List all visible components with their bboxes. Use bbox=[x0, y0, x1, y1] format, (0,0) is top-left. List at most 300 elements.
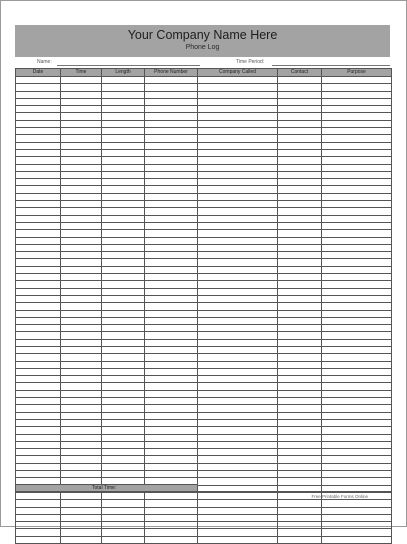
table-cell[interactable] bbox=[16, 441, 61, 448]
table-cell[interactable] bbox=[278, 325, 322, 332]
table-cell[interactable] bbox=[102, 332, 145, 339]
table-cell[interactable] bbox=[322, 361, 392, 368]
table-cell[interactable] bbox=[322, 412, 392, 419]
table-cell[interactable] bbox=[145, 427, 198, 434]
table-cell[interactable] bbox=[322, 135, 392, 142]
table-cell[interactable] bbox=[61, 179, 102, 186]
table-cell[interactable] bbox=[102, 252, 145, 259]
table-cell[interactable] bbox=[102, 208, 145, 215]
table-cell[interactable] bbox=[102, 514, 145, 521]
table-cell[interactable] bbox=[145, 288, 198, 295]
table-cell[interactable] bbox=[278, 237, 322, 244]
table-cell[interactable] bbox=[198, 193, 278, 200]
table-cell[interactable] bbox=[198, 113, 278, 120]
table-cell[interactable] bbox=[102, 456, 145, 463]
table-cell[interactable] bbox=[278, 463, 322, 470]
table-cell[interactable] bbox=[198, 529, 278, 536]
table-cell[interactable] bbox=[198, 354, 278, 361]
table-cell[interactable] bbox=[278, 507, 322, 514]
table-cell[interactable] bbox=[322, 106, 392, 113]
table-cell[interactable] bbox=[16, 354, 61, 361]
table-cell[interactable] bbox=[198, 361, 278, 368]
table-cell[interactable] bbox=[61, 120, 102, 127]
table-cell[interactable] bbox=[322, 193, 392, 200]
table-cell[interactable] bbox=[198, 201, 278, 208]
table-cell[interactable] bbox=[16, 113, 61, 120]
table-cell[interactable] bbox=[198, 252, 278, 259]
table-cell[interactable] bbox=[61, 522, 102, 529]
table-cell[interactable] bbox=[322, 427, 392, 434]
table-cell[interactable] bbox=[16, 471, 61, 478]
table-cell[interactable] bbox=[102, 361, 145, 368]
table-cell[interactable] bbox=[145, 171, 198, 178]
table-cell[interactable] bbox=[322, 514, 392, 521]
table-cell[interactable] bbox=[198, 325, 278, 332]
table-cell[interactable] bbox=[102, 288, 145, 295]
table-cell[interactable] bbox=[16, 222, 61, 229]
table-cell[interactable] bbox=[145, 91, 198, 98]
table-cell[interactable] bbox=[322, 398, 392, 405]
table-cell[interactable] bbox=[198, 339, 278, 346]
table-cell[interactable] bbox=[16, 135, 61, 142]
table-cell[interactable] bbox=[61, 507, 102, 514]
table-cell[interactable] bbox=[16, 244, 61, 251]
table-cell[interactable] bbox=[16, 361, 61, 368]
table-cell[interactable] bbox=[102, 522, 145, 529]
table-cell[interactable] bbox=[322, 91, 392, 98]
table-cell[interactable] bbox=[145, 492, 198, 499]
table-cell[interactable] bbox=[61, 383, 102, 390]
table-cell[interactable] bbox=[322, 113, 392, 120]
table-cell[interactable] bbox=[102, 281, 145, 288]
table-cell[interactable] bbox=[198, 434, 278, 441]
table-cell[interactable] bbox=[16, 303, 61, 310]
table-cell[interactable] bbox=[322, 288, 392, 295]
table-cell[interactable] bbox=[198, 142, 278, 149]
table-cell[interactable] bbox=[278, 215, 322, 222]
table-cell[interactable] bbox=[322, 354, 392, 361]
table-cell[interactable] bbox=[278, 536, 322, 543]
table-cell[interactable] bbox=[102, 492, 145, 499]
table-cell[interactable] bbox=[198, 164, 278, 171]
table-cell[interactable] bbox=[61, 201, 102, 208]
table-cell[interactable] bbox=[16, 514, 61, 521]
table-cell[interactable] bbox=[145, 325, 198, 332]
table-cell[interactable] bbox=[278, 310, 322, 317]
table-cell[interactable] bbox=[16, 346, 61, 353]
table-cell[interactable] bbox=[278, 398, 322, 405]
table-cell[interactable] bbox=[61, 259, 102, 266]
table-cell[interactable] bbox=[145, 332, 198, 339]
table-cell[interactable] bbox=[16, 201, 61, 208]
table-cell[interactable] bbox=[61, 84, 102, 91]
table-cell[interactable] bbox=[16, 230, 61, 237]
table-cell[interactable] bbox=[278, 346, 322, 353]
table-cell[interactable] bbox=[145, 135, 198, 142]
table-cell[interactable] bbox=[322, 201, 392, 208]
table-cell[interactable] bbox=[322, 230, 392, 237]
table-cell[interactable] bbox=[145, 201, 198, 208]
table-cell[interactable] bbox=[145, 259, 198, 266]
table-cell[interactable] bbox=[61, 222, 102, 229]
table-cell[interactable] bbox=[102, 106, 145, 113]
table-cell[interactable] bbox=[102, 346, 145, 353]
table-cell[interactable] bbox=[61, 274, 102, 281]
table-cell[interactable] bbox=[145, 536, 198, 543]
table-cell[interactable] bbox=[16, 157, 61, 164]
table-cell[interactable] bbox=[278, 405, 322, 412]
table-cell[interactable] bbox=[322, 281, 392, 288]
table-cell[interactable] bbox=[278, 252, 322, 259]
table-cell[interactable] bbox=[322, 208, 392, 215]
table-cell[interactable] bbox=[198, 441, 278, 448]
table-cell[interactable] bbox=[102, 113, 145, 120]
table-cell[interactable] bbox=[102, 149, 145, 156]
table-cell[interactable] bbox=[198, 507, 278, 514]
table-cell[interactable] bbox=[16, 427, 61, 434]
table-cell[interactable] bbox=[145, 208, 198, 215]
table-cell[interactable] bbox=[145, 434, 198, 441]
table-cell[interactable] bbox=[61, 171, 102, 178]
table-cell[interactable] bbox=[322, 142, 392, 149]
table-cell[interactable] bbox=[16, 171, 61, 178]
table-cell[interactable] bbox=[322, 310, 392, 317]
table-cell[interactable] bbox=[61, 361, 102, 368]
table-cell[interactable] bbox=[61, 412, 102, 419]
table-cell[interactable] bbox=[16, 281, 61, 288]
table-cell[interactable] bbox=[198, 237, 278, 244]
table-cell[interactable] bbox=[278, 244, 322, 251]
table-cell[interactable] bbox=[102, 500, 145, 507]
table-cell[interactable] bbox=[61, 500, 102, 507]
table-cell[interactable] bbox=[102, 303, 145, 310]
table-cell[interactable] bbox=[198, 303, 278, 310]
table-cell[interactable] bbox=[16, 252, 61, 259]
table-cell[interactable] bbox=[278, 478, 322, 485]
table-cell[interactable] bbox=[278, 77, 322, 84]
table-cell[interactable] bbox=[198, 456, 278, 463]
table-cell[interactable] bbox=[278, 471, 322, 478]
table-cell[interactable] bbox=[61, 376, 102, 383]
table-cell[interactable] bbox=[278, 361, 322, 368]
table-cell[interactable] bbox=[102, 317, 145, 324]
table-cell[interactable] bbox=[145, 346, 198, 353]
table-cell[interactable] bbox=[278, 142, 322, 149]
table-cell[interactable] bbox=[61, 157, 102, 164]
table-cell[interactable] bbox=[16, 274, 61, 281]
table-cell[interactable] bbox=[102, 274, 145, 281]
table-cell[interactable] bbox=[322, 332, 392, 339]
table-cell[interactable] bbox=[102, 441, 145, 448]
table-cell[interactable] bbox=[145, 295, 198, 302]
table-cell[interactable] bbox=[145, 529, 198, 536]
table-cell[interactable] bbox=[322, 186, 392, 193]
table-cell[interactable] bbox=[278, 128, 322, 135]
table-cell[interactable] bbox=[61, 536, 102, 543]
table-cell[interactable] bbox=[61, 98, 102, 105]
table-cell[interactable] bbox=[61, 208, 102, 215]
table-cell[interactable] bbox=[102, 427, 145, 434]
table-cell[interactable] bbox=[102, 244, 145, 251]
table-cell[interactable] bbox=[322, 252, 392, 259]
table-cell[interactable] bbox=[61, 149, 102, 156]
table-cell[interactable] bbox=[278, 179, 322, 186]
table-cell[interactable] bbox=[198, 317, 278, 324]
table-cell[interactable] bbox=[198, 492, 278, 499]
table-cell[interactable] bbox=[322, 259, 392, 266]
table-cell[interactable] bbox=[145, 398, 198, 405]
table-cell[interactable] bbox=[145, 274, 198, 281]
table-cell[interactable] bbox=[16, 463, 61, 470]
table-cell[interactable] bbox=[198, 449, 278, 456]
table-cell[interactable] bbox=[198, 266, 278, 273]
table-cell[interactable] bbox=[198, 390, 278, 397]
table-cell[interactable] bbox=[61, 529, 102, 536]
table-cell[interactable] bbox=[278, 208, 322, 215]
table-cell[interactable] bbox=[322, 274, 392, 281]
table-cell[interactable] bbox=[278, 171, 322, 178]
table-cell[interactable] bbox=[102, 398, 145, 405]
table-cell[interactable] bbox=[322, 98, 392, 105]
table-cell[interactable] bbox=[145, 449, 198, 456]
table-cell[interactable] bbox=[278, 84, 322, 91]
table-cell[interactable] bbox=[102, 390, 145, 397]
table-cell[interactable] bbox=[278, 259, 322, 266]
table-cell[interactable] bbox=[102, 164, 145, 171]
table-cell[interactable] bbox=[16, 507, 61, 514]
table-cell[interactable] bbox=[322, 222, 392, 229]
table-cell[interactable] bbox=[278, 441, 322, 448]
table-cell[interactable] bbox=[278, 456, 322, 463]
table-cell[interactable] bbox=[102, 91, 145, 98]
table-cell[interactable] bbox=[61, 164, 102, 171]
table-cell[interactable] bbox=[198, 120, 278, 127]
table-cell[interactable] bbox=[198, 500, 278, 507]
table-cell[interactable] bbox=[102, 471, 145, 478]
table-cell[interactable] bbox=[145, 84, 198, 91]
table-cell[interactable] bbox=[61, 427, 102, 434]
table-cell[interactable] bbox=[145, 368, 198, 375]
table-cell[interactable] bbox=[278, 419, 322, 426]
table-cell[interactable] bbox=[16, 522, 61, 529]
table-cell[interactable] bbox=[145, 471, 198, 478]
name-field[interactable] bbox=[57, 65, 200, 66]
table-cell[interactable] bbox=[278, 98, 322, 105]
table-cell[interactable] bbox=[16, 120, 61, 127]
table-cell[interactable] bbox=[198, 288, 278, 295]
table-cell[interactable] bbox=[278, 368, 322, 375]
table-cell[interactable] bbox=[322, 471, 392, 478]
table-cell[interactable] bbox=[145, 237, 198, 244]
table-cell[interactable] bbox=[198, 157, 278, 164]
table-cell[interactable] bbox=[16, 149, 61, 156]
table-cell[interactable] bbox=[198, 427, 278, 434]
table-cell[interactable] bbox=[102, 77, 145, 84]
table-cell[interactable] bbox=[322, 456, 392, 463]
table-cell[interactable] bbox=[102, 536, 145, 543]
table-cell[interactable] bbox=[61, 77, 102, 84]
table-cell[interactable] bbox=[278, 201, 322, 208]
table-cell[interactable] bbox=[61, 215, 102, 222]
table-cell[interactable] bbox=[61, 186, 102, 193]
table-cell[interactable] bbox=[61, 142, 102, 149]
table-cell[interactable] bbox=[322, 441, 392, 448]
table-cell[interactable] bbox=[145, 507, 198, 514]
table-cell[interactable] bbox=[145, 390, 198, 397]
table-cell[interactable] bbox=[16, 237, 61, 244]
table-cell[interactable] bbox=[145, 120, 198, 127]
table-cell[interactable] bbox=[16, 376, 61, 383]
table-cell[interactable] bbox=[16, 106, 61, 113]
table-cell[interactable] bbox=[145, 128, 198, 135]
table-cell[interactable] bbox=[16, 91, 61, 98]
table-cell[interactable] bbox=[278, 332, 322, 339]
table-cell[interactable] bbox=[278, 149, 322, 156]
table-cell[interactable] bbox=[198, 281, 278, 288]
table-cell[interactable] bbox=[16, 492, 61, 499]
table-cell[interactable] bbox=[102, 237, 145, 244]
table-cell[interactable] bbox=[278, 500, 322, 507]
table-cell[interactable] bbox=[16, 325, 61, 332]
table-cell[interactable] bbox=[198, 332, 278, 339]
table-cell[interactable] bbox=[102, 98, 145, 105]
table-cell[interactable] bbox=[278, 529, 322, 536]
table-cell[interactable] bbox=[198, 274, 278, 281]
table-cell[interactable] bbox=[102, 179, 145, 186]
table-cell[interactable] bbox=[102, 434, 145, 441]
table-cell[interactable] bbox=[198, 368, 278, 375]
table-cell[interactable] bbox=[61, 244, 102, 251]
table-cell[interactable] bbox=[322, 157, 392, 164]
table-cell[interactable] bbox=[145, 281, 198, 288]
table-cell[interactable] bbox=[102, 295, 145, 302]
table-cell[interactable] bbox=[145, 500, 198, 507]
table-cell[interactable] bbox=[145, 164, 198, 171]
table-cell[interactable] bbox=[278, 427, 322, 434]
table-cell[interactable] bbox=[145, 441, 198, 448]
table-cell[interactable] bbox=[16, 164, 61, 171]
table-cell[interactable] bbox=[145, 230, 198, 237]
table-cell[interactable] bbox=[278, 522, 322, 529]
table-cell[interactable] bbox=[198, 463, 278, 470]
table-cell[interactable] bbox=[322, 128, 392, 135]
table-cell[interactable] bbox=[198, 179, 278, 186]
table-cell[interactable] bbox=[102, 186, 145, 193]
table-cell[interactable] bbox=[278, 295, 322, 302]
table-cell[interactable] bbox=[102, 463, 145, 470]
table-cell[interactable] bbox=[145, 157, 198, 164]
table-cell[interactable] bbox=[102, 325, 145, 332]
table-cell[interactable] bbox=[61, 471, 102, 478]
table-cell[interactable] bbox=[61, 266, 102, 273]
table-cell[interactable] bbox=[61, 390, 102, 397]
table-cell[interactable] bbox=[278, 222, 322, 229]
table-cell[interactable] bbox=[278, 230, 322, 237]
table-cell[interactable] bbox=[145, 252, 198, 259]
table-cell[interactable] bbox=[16, 142, 61, 149]
table-cell[interactable] bbox=[322, 244, 392, 251]
table-cell[interactable] bbox=[16, 434, 61, 441]
table-cell[interactable] bbox=[102, 310, 145, 317]
table-cell[interactable] bbox=[322, 149, 392, 156]
table-cell[interactable] bbox=[16, 383, 61, 390]
table-cell[interactable] bbox=[61, 463, 102, 470]
table-cell[interactable] bbox=[145, 186, 198, 193]
table-cell[interactable] bbox=[198, 471, 278, 478]
table-cell[interactable] bbox=[322, 500, 392, 507]
table-cell[interactable] bbox=[61, 295, 102, 302]
table-cell[interactable] bbox=[322, 507, 392, 514]
table-cell[interactable] bbox=[322, 215, 392, 222]
table-cell[interactable] bbox=[61, 434, 102, 441]
table-cell[interactable] bbox=[198, 84, 278, 91]
table-cell[interactable] bbox=[102, 84, 145, 91]
table-cell[interactable] bbox=[102, 142, 145, 149]
table-cell[interactable] bbox=[145, 113, 198, 120]
table-cell[interactable] bbox=[61, 135, 102, 142]
table-cell[interactable] bbox=[198, 98, 278, 105]
table-cell[interactable] bbox=[16, 295, 61, 302]
table-cell[interactable] bbox=[198, 478, 278, 485]
table-cell[interactable] bbox=[278, 193, 322, 200]
table-cell[interactable] bbox=[145, 354, 198, 361]
table-cell[interactable] bbox=[61, 354, 102, 361]
table-cell[interactable] bbox=[145, 412, 198, 419]
table-cell[interactable] bbox=[145, 376, 198, 383]
table-cell[interactable] bbox=[16, 339, 61, 346]
table-cell[interactable] bbox=[198, 412, 278, 419]
table-cell[interactable] bbox=[16, 128, 61, 135]
table-cell[interactable] bbox=[198, 208, 278, 215]
table-cell[interactable] bbox=[102, 405, 145, 412]
table-cell[interactable] bbox=[16, 419, 61, 426]
table-cell[interactable] bbox=[278, 266, 322, 273]
table-cell[interactable] bbox=[61, 193, 102, 200]
table-cell[interactable] bbox=[278, 135, 322, 142]
table-cell[interactable] bbox=[198, 295, 278, 302]
table-cell[interactable] bbox=[102, 529, 145, 536]
table-cell[interactable] bbox=[322, 339, 392, 346]
table-cell[interactable] bbox=[322, 449, 392, 456]
table-cell[interactable] bbox=[16, 266, 61, 273]
table-cell[interactable] bbox=[145, 77, 198, 84]
table-cell[interactable] bbox=[145, 317, 198, 324]
table-cell[interactable] bbox=[16, 77, 61, 84]
table-cell[interactable] bbox=[102, 222, 145, 229]
table-cell[interactable] bbox=[16, 398, 61, 405]
table-cell[interactable] bbox=[278, 281, 322, 288]
table-cell[interactable] bbox=[61, 128, 102, 135]
table-cell[interactable] bbox=[278, 412, 322, 419]
table-cell[interactable] bbox=[145, 179, 198, 186]
table-cell[interactable] bbox=[16, 500, 61, 507]
table-cell[interactable] bbox=[102, 120, 145, 127]
table-cell[interactable] bbox=[322, 478, 392, 485]
table-cell[interactable] bbox=[61, 449, 102, 456]
table-cell[interactable] bbox=[61, 492, 102, 499]
table-cell[interactable] bbox=[322, 120, 392, 127]
table-cell[interactable] bbox=[145, 456, 198, 463]
table-cell[interactable] bbox=[278, 376, 322, 383]
table-cell[interactable] bbox=[278, 303, 322, 310]
table-cell[interactable] bbox=[198, 149, 278, 156]
table-cell[interactable] bbox=[102, 412, 145, 419]
table-cell[interactable] bbox=[61, 317, 102, 324]
table-cell[interactable] bbox=[198, 106, 278, 113]
table-cell[interactable] bbox=[198, 230, 278, 237]
table-cell[interactable] bbox=[61, 332, 102, 339]
table-cell[interactable] bbox=[198, 376, 278, 383]
